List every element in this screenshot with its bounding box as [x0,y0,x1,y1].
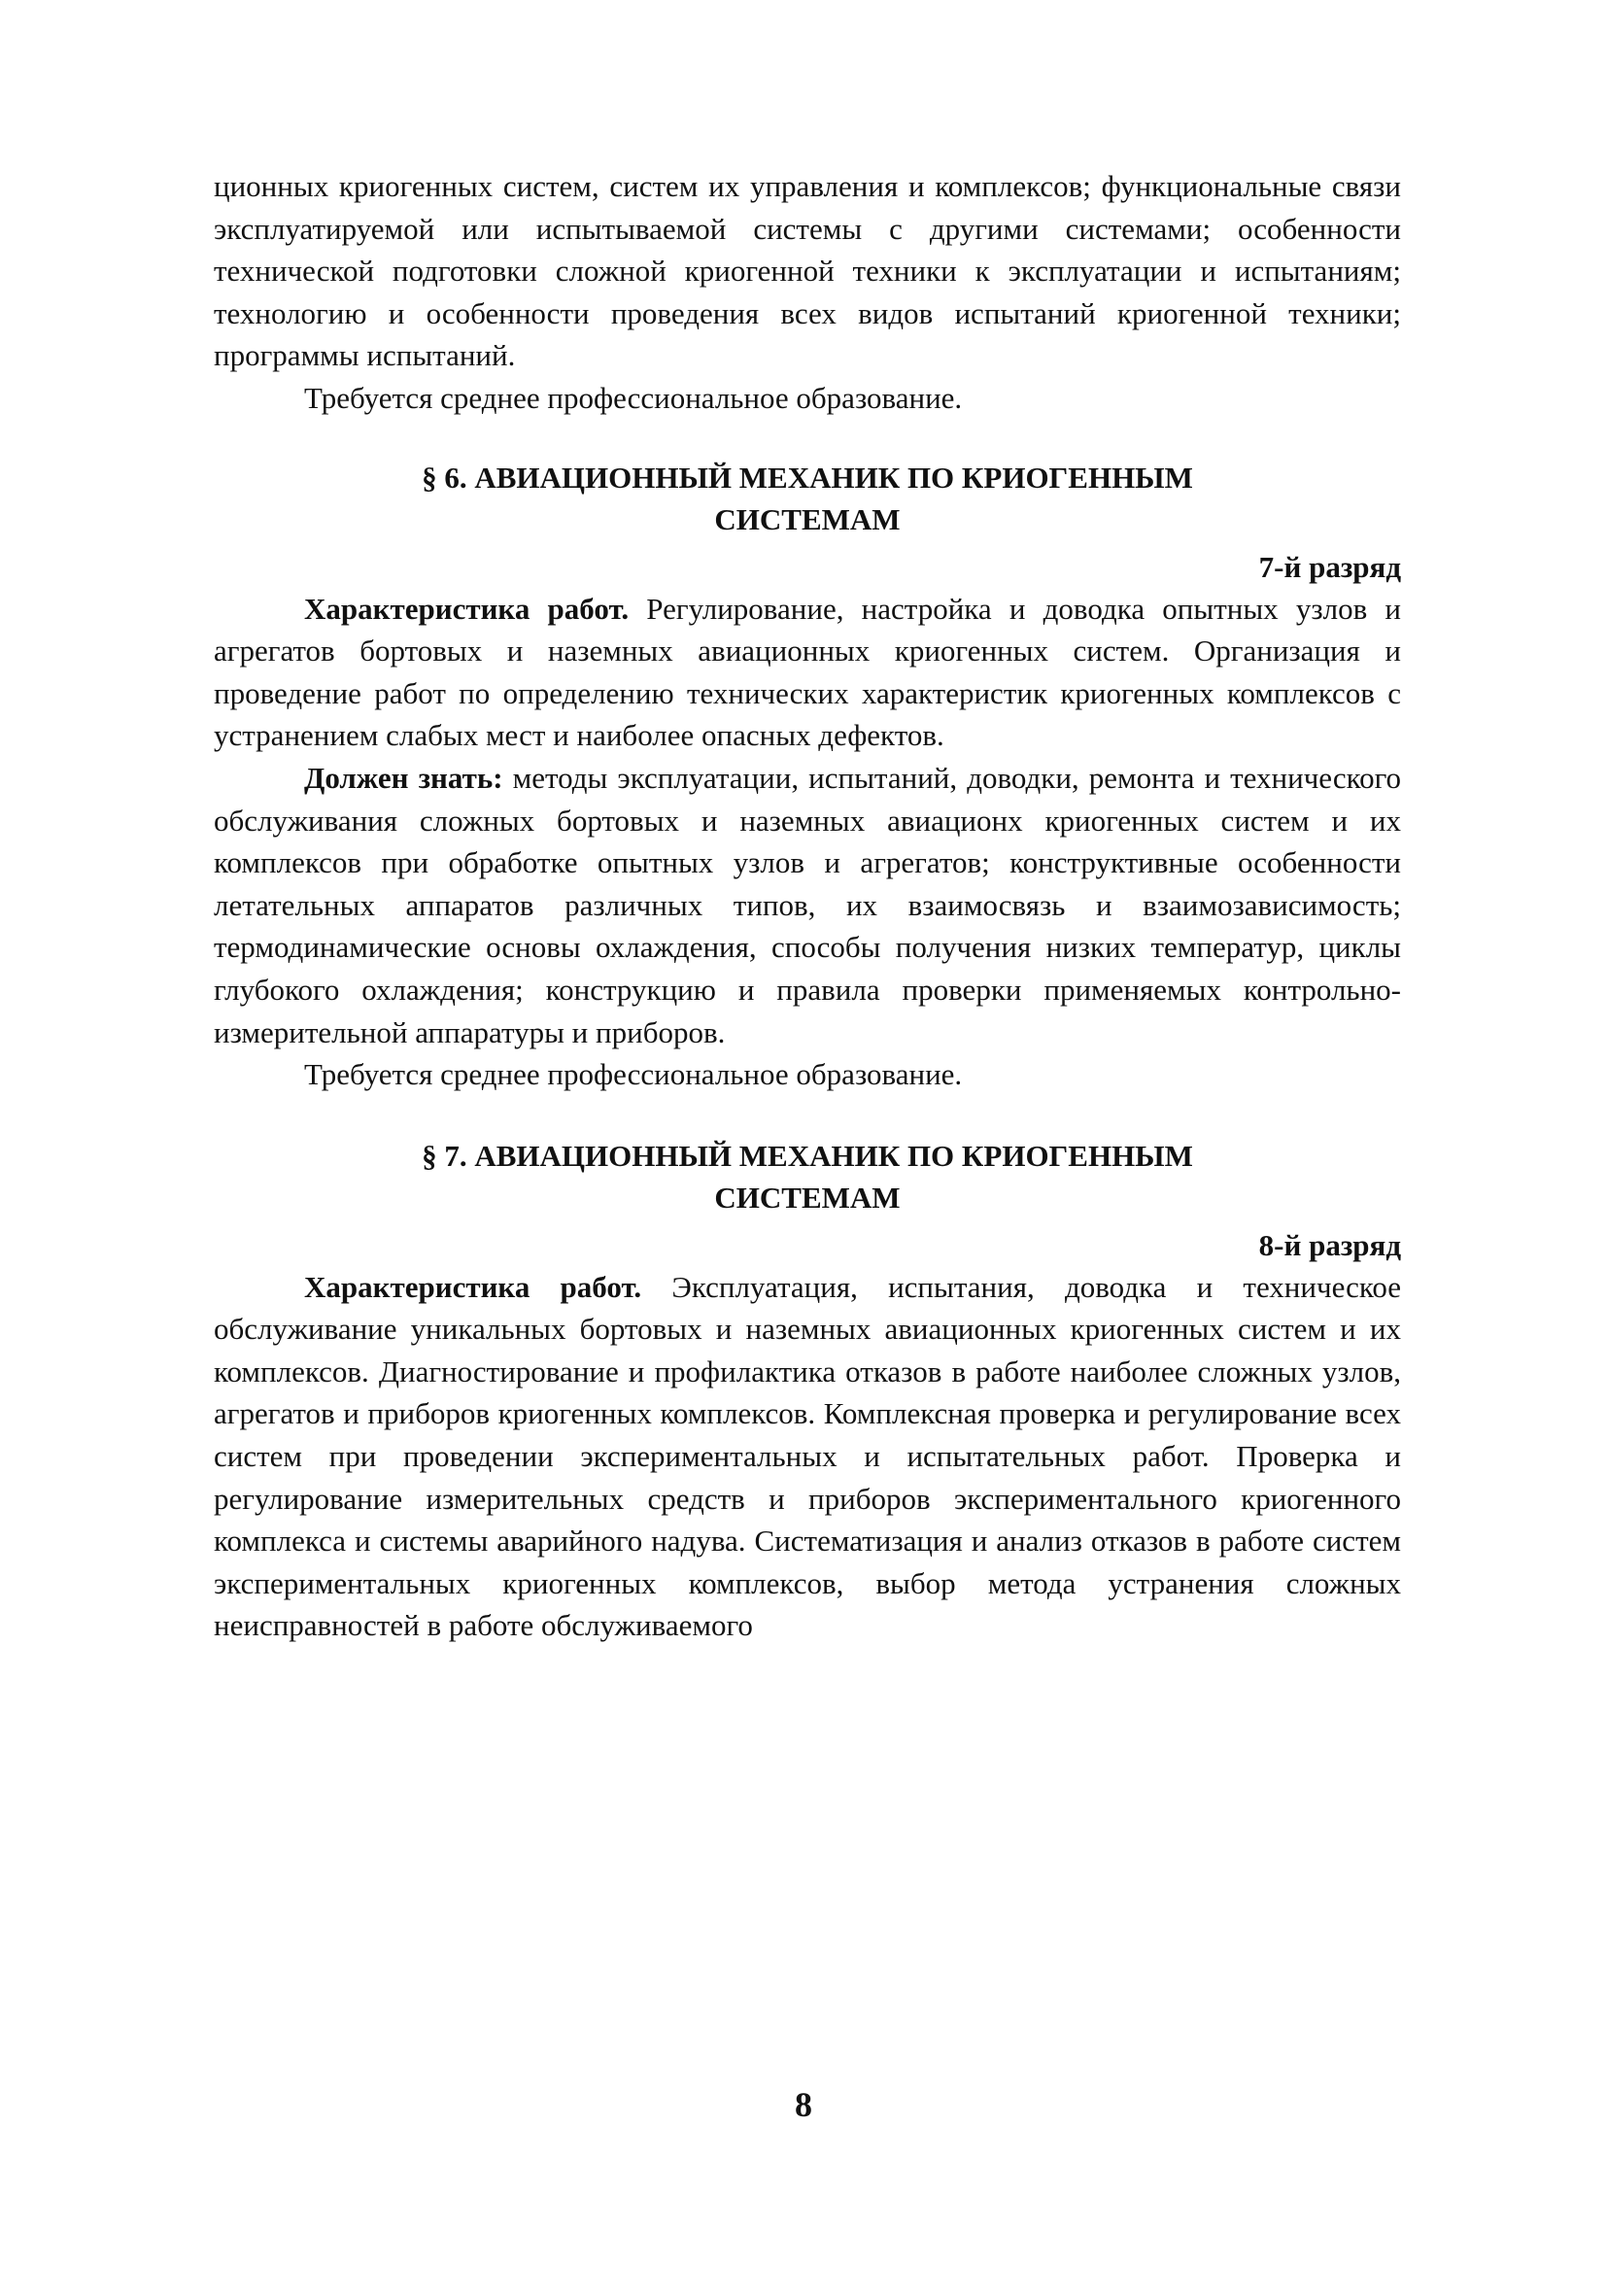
section-6-work-lead: Характеристика работ. [304,591,630,626]
section-7-work-characteristics [214,1266,1401,1647]
section-7-title-line-1: § 7. АВИАЦИОННЫЙ МЕХАНИК ПО КРИОГЕННЫМ [422,1138,1193,1173]
intro-paragraph: ционных криогенных систем, систем их управления и комплексов; функциональные связи эксплуатируемой или испытываемой системы с другими системами; особенности технической подготовки сложной криогенной техники к эксплуатации и испытаниям; технологию и особенности проведения всех видов испытаний криогенной техники; программы испытаний. [214,169,1401,373]
section-6-title-line-2: СИСТЕМАМ [714,501,901,536]
section-7-title [214,1135,1401,1218]
page-number: 8 [795,2085,812,2124]
document-page [214,165,1401,1647]
section-7-title-line-2: СИСТЕМАМ [714,1180,901,1215]
section-7-work-lead: Характеристика работ. [304,1269,642,1304]
section-7-rank: 8-й разряд [1258,1227,1401,1262]
section-6-title-line-1: § 6. АВИАЦИОННЫЙ МЕХАНИК ПО КРИОГЕННЫМ [422,460,1193,495]
section-6-education-requirement: Требуется среднее профессиональное образование. [304,1057,963,1092]
section-7-work-text: Эксплуатация, испытания, доводка и техническое обслуживание уникальных бортовых и наземных авиационных криогенных систем и их комплексов. Диагностирование и профилактика отказов в работе наиболее сложных узлов, агрегатов и приборов криогенных комплексов. Комплексная проверка и регулирование всех систем при проведении экспериментальных и испытательных работ. Проверка и регулирование измерительных средств и приборов экспериментального криогенного комплекса и системы аварийного надува. Систематизация и анализ отказов в работе систем экспериментальных криогенных комплексов, выбор метода устранения сложных неисправностей в работе обслуживаемого [214,1269,1401,1643]
section-6-know-text: методы эксплуатации, испытаний, доводки, ремонта и технического обслуживания сложных бортовых и наземных авиационх криогенных систем и их комплексов при обработке опытных узлов и агрегатов; конструктивные особенности летательных аппаратов различных типов, их взаимосвязь и взаимозависимость; термодинамические основы охлаждения, способы получения низких температур, циклы глубокого охлаждения; конструкцию и правила проверки применяемых контрольно-измерительной аппаратуры и приборов. [214,760,1402,1049]
intro-education-requirement: Требуется среднее профессиональное образование. [304,380,963,415]
section-6-know-lead: Должен знать: [304,760,503,795]
section-6-rank: 7-й разряд [1258,549,1401,584]
section-6-must-know [214,757,1401,1053]
section-6 [214,457,1401,1096]
section-7 [214,1135,1401,1647]
section-6-title [214,457,1401,540]
section-6-work-text: Регулирование, настройка и доводка опытных узлов и агрегатов бортовых и наземных авиационных криогенных систем. Организация и проведение работ по определению технических характеристик криогенных комплексов с устранением слабых мест и наиболее опасных дефектов. [214,591,1402,753]
section-6-work-characteristics [214,588,1401,757]
